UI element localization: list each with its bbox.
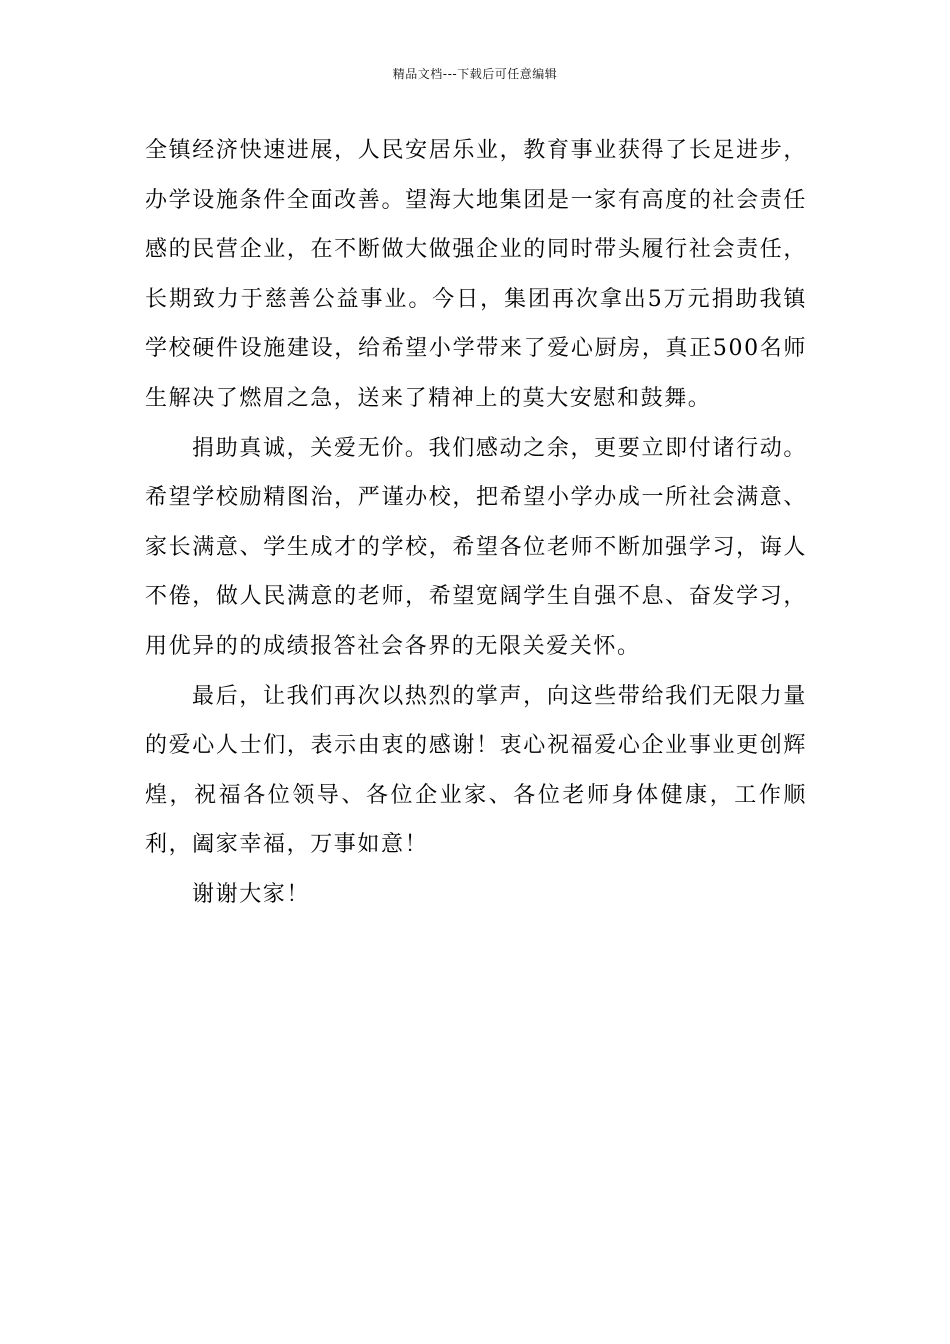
page-header: 精品文档---下载后可任意编辑 [392, 67, 558, 81]
paragraph-2: 捐助真诚，关爱无价。我们感动之余，更要立即付诸行动。希望学校励精图治，严谨办校，把希望小学办成一所社会满意、家长满意、学生成才的学校，希望各位老师不断加强学习，诲人不倦，做人民满意的老师，希望宽阔学生自强不息、奋发学习，用优异的的成绩报答社会各界的无限关爱关怀。 [145, 435, 807, 659]
paragraph-closing: 谢谢大家！ [192, 881, 311, 907]
document-body [145, 126, 807, 920]
paragraph-1: 全镇经济快速进展，人民安居乐业，教育事业获得了长足进步，办学设施条件全面改善。望海大地集团是一家有高度的社会责任感的民营企业，在不断做大做强企业的同时带头履行社会责任，长期致力于慈善公益事业。今日，集团再次拿出5万元捐助我镇学校硬件设施建设，给希望小学带来了爱心厨房，真正500名师生解决了燃眉之急，送来了精神上的莫大安慰和鼓舞。 [145, 138, 807, 411]
paragraph-3: 最后，让我们再次以热烈的掌声，向这些带给我们无限力量的爱心人士们，表示由衷的感谢！衷心祝福爱心企业事业更创辉煌，祝福各位领导、各位企业家、各位老师身体健康，工作顺利，阖家幸福，万事如意！ [145, 683, 807, 858]
